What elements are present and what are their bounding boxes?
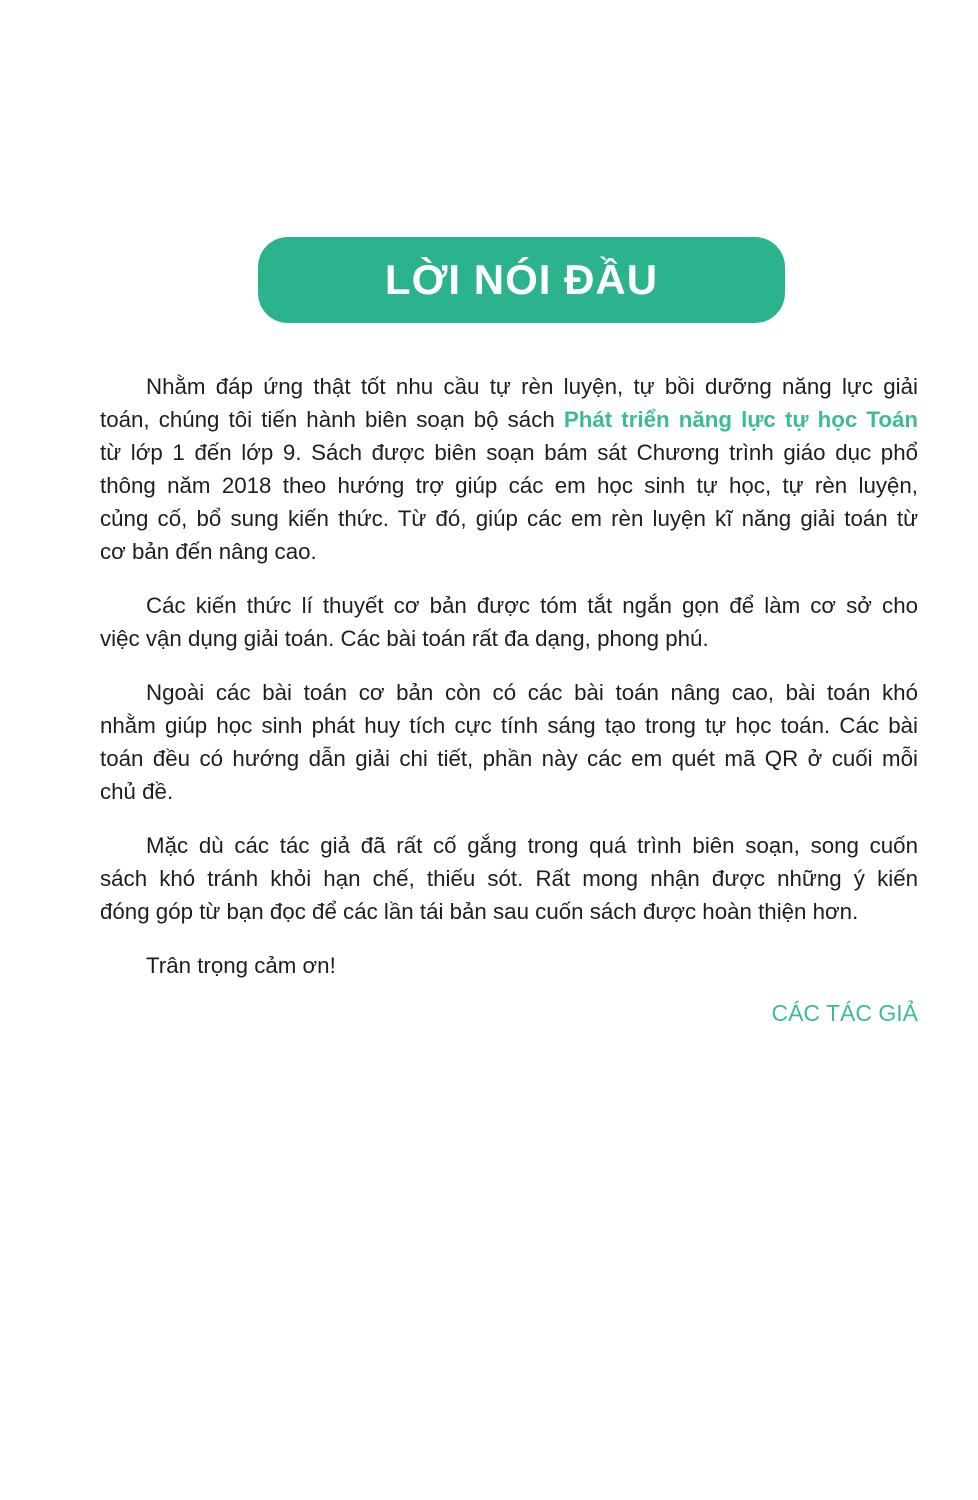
paragraph: [100, 949, 918, 982]
text-segment: toán, chúng tôi tiến hành biên soạn bộ sách: [100, 407, 564, 432]
text-line: nhằm giúp học sinh phát huy tích cực tính sáng tạo trong tự học toán. Các bài: [100, 713, 918, 738]
paragraph: [100, 589, 918, 655]
paragraph: [100, 676, 918, 808]
closing-line: Trân trọng cảm ơn!: [146, 953, 336, 978]
text-line: sách khó tránh khỏi hạn chế, thiếu sót. Rất mong nhận được những ý kiến: [100, 866, 918, 891]
text-line: Ngoài các bài toán cơ bản còn có các bài toán nâng cao, bài toán khó: [146, 680, 918, 705]
book-series-title: Phát triển năng lực tự học Toán: [563, 407, 918, 432]
text-line: việc vận dụng giải toán. Các bài toán rất đa dạng, phong phú.: [100, 626, 709, 651]
paragraph: [100, 370, 918, 568]
paragraph: [100, 829, 918, 928]
page-title: LỜI NÓI ĐẦU: [384, 256, 659, 303]
text-line: Mặc dù các tác giả đã rất cố gắng trong quá trình biên soạn, song cuốn: [146, 833, 918, 858]
text-line: từ lớp 1 đến lớp 9. Sách được biên soạn bám sát Chương trình giáo dục phổ: [100, 440, 918, 465]
text-line: củng cố, bổ sung kiến thức. Từ đó, giúp các em rèn luyện kĩ năng giải toán từ: [100, 506, 918, 531]
text-line: thông năm 2018 theo hướng trợ giúp các em học sinh tự học, tự rèn luyện,: [100, 473, 918, 498]
text-line: chủ đề.: [100, 779, 174, 804]
text-line: [100, 403, 918, 436]
signature: CÁC TÁC GIẢ: [771, 1000, 918, 1026]
text-line: Nhằm đáp ứng thật tốt nhu cầu tự rèn luyện, tự bồi dưỡng năng lực giải: [146, 374, 918, 399]
text-line: cơ bản đến nâng cao.: [100, 539, 317, 564]
text-line: toán đều có hướng dẫn giải chi tiết, phần này các em quét mã QR ở cuối mỗi: [100, 746, 918, 771]
text-line: đóng góp từ bạn đọc để các lần tái bản sau cuốn sách được hoàn thiện hơn.: [100, 899, 859, 924]
title-banner: [258, 237, 785, 323]
preface-body: [100, 370, 918, 1003]
text-line: Các kiến thức lí thuyết cơ bản được tóm tắt ngắn gọn để làm cơ sở cho: [146, 593, 918, 618]
